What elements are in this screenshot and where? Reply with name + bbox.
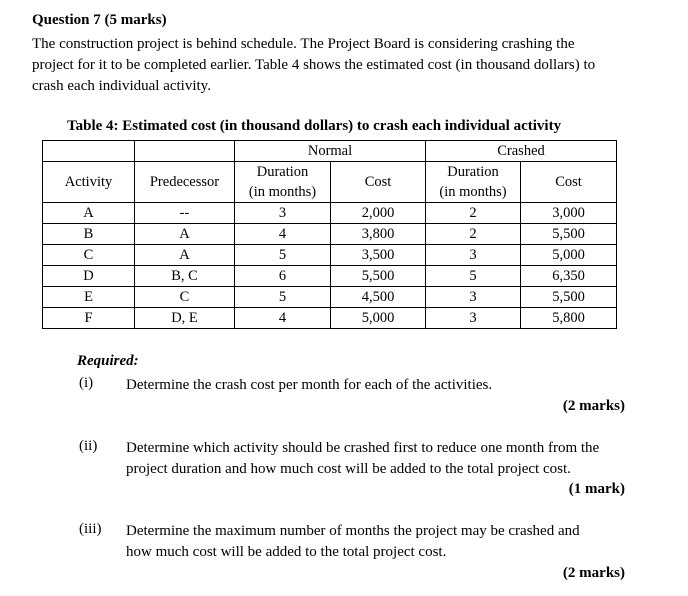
required-title: Required: (77, 353, 139, 369)
question-line: Determine the maximum number of months the project may be crashed and (126, 523, 580, 539)
normal-cost-cell: 4,500 (331, 287, 426, 308)
header-line: (in months) (439, 184, 507, 200)
normal-cost-cell: 3,500 (331, 245, 426, 266)
normal-cost-cell: 3,800 (331, 224, 426, 245)
normal-duration-cell: 4 (235, 224, 331, 245)
crashed-cost-cell: 5,500 (521, 224, 617, 245)
crashed-duration-cell: 5 (426, 266, 521, 287)
intro-line: crash each individual activity. (32, 78, 211, 94)
table-row (43, 308, 617, 329)
table-row (43, 287, 617, 308)
part-question (126, 438, 599, 480)
predecessor-cell: A (135, 224, 235, 245)
crashed-duration-cell: 3 (426, 287, 521, 308)
intro-line: The construction project is behind schedule. The Project Board is considering crashing the (32, 36, 575, 52)
crash-cost-table (42, 140, 617, 329)
crashed-group-header: Crashed (426, 141, 617, 162)
activity-cell: A (43, 203, 135, 224)
table-row (43, 224, 617, 245)
question-line: project duration and how much cost will be added to the total project cost. (126, 461, 571, 477)
crashed-cost-cell: 3,000 (521, 203, 617, 224)
column-header-row (43, 162, 617, 203)
normal-cost-cell: 5,500 (331, 266, 426, 287)
header-spacer-cell (135, 141, 235, 162)
crashed-duration-cell: 3 (426, 308, 521, 329)
normal-duration-cell: 5 (235, 287, 331, 308)
question-intro (32, 34, 632, 97)
table-row (43, 266, 617, 287)
predecessor-cell: C (135, 287, 235, 308)
part-marks: (2 marks) (562, 565, 625, 581)
predecessor-cell: B, C (135, 266, 235, 287)
crashed-duration-header (426, 162, 521, 203)
part-label: (i) (79, 375, 94, 391)
activity-cell: E (43, 287, 135, 308)
part-question (126, 521, 580, 563)
question-heading: Question 7 (5 marks) (32, 12, 167, 28)
crashed-duration-cell: 2 (426, 224, 521, 245)
header-spacer-cell (43, 141, 135, 162)
normal-cost-cell: 2,000 (331, 203, 426, 224)
part-label: (iii) (79, 521, 102, 537)
activity-cell: B (43, 224, 135, 245)
crashed-duration-cell: 2 (426, 203, 521, 224)
crashed-cost-cell: 5,500 (521, 287, 617, 308)
header-line: Duration (256, 164, 309, 180)
normal-duration-cell: 6 (235, 266, 331, 287)
table-caption: Table 4: Estimated cost (in thousand dollars) to crash each individual activity (67, 118, 562, 134)
predecessor-cell: D, E (135, 308, 235, 329)
crashed-duration-cell: 3 (426, 245, 521, 266)
header-line: (in months) (248, 184, 317, 200)
part-marks: (2 marks) (562, 398, 625, 414)
normal-duration-cell: 5 (235, 245, 331, 266)
activity-cell: F (43, 308, 135, 329)
activity-cell: D (43, 266, 135, 287)
normal-duration-header (235, 162, 331, 203)
crashed-cost-cell: 5,000 (521, 245, 617, 266)
predecessor-cell: A (135, 245, 235, 266)
question-line: Determine the crash cost per month for each of the activities. (126, 377, 493, 393)
crashed-cost-header: Cost (521, 162, 617, 203)
normal-duration-cell: 4 (235, 308, 331, 329)
normal-cost-cell: 5,000 (331, 308, 426, 329)
crashed-cost-cell: 5,800 (521, 308, 617, 329)
table-row (43, 245, 617, 266)
question-line: how much cost will be added to the total project cost. (126, 544, 447, 560)
question-line: Determine which activity should be crashed first to reduce one month from the (126, 440, 600, 456)
predecessor-header: Predecessor (135, 162, 235, 203)
part-question (126, 375, 492, 396)
crashed-cost-cell: 6,350 (521, 266, 617, 287)
header-line: Duration (447, 164, 499, 180)
activity-header: Activity (43, 162, 135, 203)
normal-cost-header: Cost (331, 162, 426, 203)
activity-cell: C (43, 245, 135, 266)
table-row (43, 203, 617, 224)
normal-group-header: Normal (235, 141, 426, 162)
part-label: (ii) (79, 438, 98, 454)
normal-duration-cell: 3 (235, 203, 331, 224)
intro-line: project for it to be completed earlier. Table 4 shows the estimated cost (in thousand dollars) to (32, 57, 596, 73)
part-marks: (1 mark) (568, 481, 625, 497)
group-header-row (43, 141, 617, 162)
predecessor-cell: -- (135, 203, 235, 224)
